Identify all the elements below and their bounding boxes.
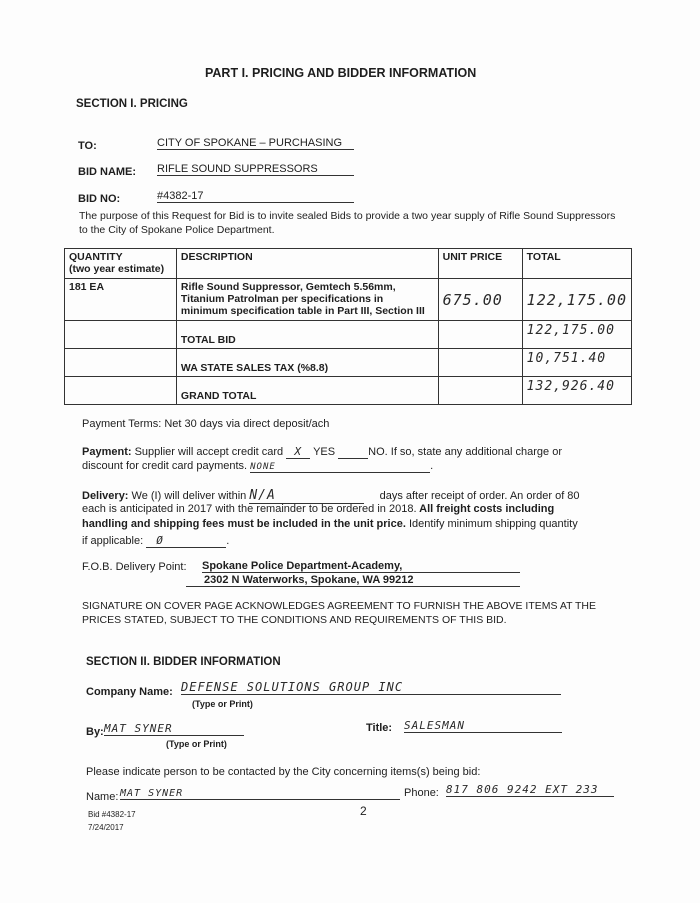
- tax-value: 10,751.40: [522, 349, 631, 377]
- bid-name-value: RIFLE SOUND SUPPRESSORS: [157, 163, 354, 176]
- by-type-or-print: (Type or Print): [166, 739, 227, 749]
- payment-line-1: Payment: Supplier will accept credit card X YES NO. If so, state any additional charge or: [82, 445, 562, 458]
- section2-title: SECTION II. BIDDER INFORMATION: [86, 656, 281, 668]
- delivery-min-qty: Ø: [146, 534, 226, 548]
- purpose-line-1: The purpose of this Request for Bid is to invite sealed Bids to provide a two year supply of Rifle Sound Suppressors: [79, 210, 616, 222]
- to-value: CITY OF SPOKANE – PURCHASING: [157, 137, 354, 150]
- delivery-line-2: each is anticipated in 2017 with the remainder to be ordered in 2018. All freight costs including: [82, 503, 555, 515]
- bid-table: [64, 248, 632, 405]
- fob-label: F.O.B. Delivery Point:: [82, 561, 187, 573]
- payment-no-blank: [338, 446, 368, 459]
- delivery-line-3: handling and shipping fees must be included in the unit price. Identify minimum shipping quantity: [82, 518, 578, 530]
- table-header-row: [65, 249, 632, 279]
- tax-label: WA STATE SALES TAX (%8.8): [176, 349, 438, 377]
- table-row: [65, 349, 632, 377]
- payment-terms: Payment Terms: Net 30 days via direct deposit/ach: [82, 418, 330, 430]
- unit-price-header: UNIT PRICE: [438, 249, 522, 279]
- company-label: Company Name:: [86, 686, 173, 698]
- phone-value: 817 806 9242 EXT 233: [446, 783, 614, 797]
- table-row: [65, 321, 632, 349]
- fob-line-2: 2302 N Waterworks, Spokane, WA 99212: [186, 574, 520, 587]
- footer-date: 7/24/2017: [88, 823, 124, 832]
- signature-line-1: SIGNATURE ON COVER PAGE ACKNOWLEDGES AGREEMENT TO FURNISH THE ABOVE ITEMS AT THE: [82, 600, 597, 612]
- payment-discount: NONE: [250, 462, 430, 473]
- signature-line-2: PRICES STATED, SUBJECT TO THE CONDITIONS AND REQUIREMENTS OF THIS BID.: [82, 614, 507, 626]
- to-label: TO:: [78, 140, 97, 152]
- item-unit-price: 675.00: [438, 279, 522, 321]
- bid-no-value: #4382-17: [157, 190, 354, 203]
- bid-name-label: BID NAME:: [78, 166, 137, 178]
- company-type-or-print: (Type or Print): [192, 699, 253, 709]
- item-total: 122,175.00: [522, 279, 631, 321]
- table-row: [65, 377, 632, 405]
- part-title: PART I. PRICING AND BIDDER INFORMATION: [205, 66, 477, 80]
- delivery-line-4: if applicable: Ø .: [82, 534, 230, 547]
- description-header: DESCRIPTION: [176, 249, 438, 279]
- footer-bid-number: Bid #4382-17: [88, 810, 136, 819]
- payment-line-2: discount for credit card payments. NONE .: [82, 460, 434, 472]
- title-label: Title:: [366, 722, 393, 734]
- company-value: DEFENSE SOLUTIONS GROUP INC: [181, 680, 561, 695]
- delivery-days: N/A: [249, 488, 364, 504]
- item-description: Rifle Sound Suppressor, Gemtech 5.56mm, Titanium Patrolman per specifications in minimum specification table in Part III, Section III: [176, 279, 438, 321]
- by-label: By:: [86, 726, 104, 738]
- total-bid-value: 122,175.00: [522, 321, 631, 349]
- title-value: SALESMAN: [404, 719, 562, 733]
- total-bid-label: TOTAL BID: [176, 321, 438, 349]
- section1-title: SECTION I. PRICING: [76, 98, 188, 110]
- total-header: TOTAL: [522, 249, 631, 279]
- page-number: 2: [360, 804, 367, 818]
- grand-total-value: 132,926.40: [522, 377, 631, 405]
- bid-no-label: BID NO:: [78, 193, 121, 205]
- table-row: [65, 279, 632, 321]
- purpose-line-2: to the City of Spokane Police Department.: [79, 224, 275, 236]
- quantity-header: QUANTITY (two year estimate): [65, 249, 177, 279]
- contact-prompt: Please indicate person to be contacted by the City concerning items(s) being bid:: [86, 766, 481, 778]
- delivery-line-1: Delivery: We (I) will deliver within N/A days after receipt of order. An order of 80: [82, 488, 580, 503]
- fob-line-1: Spokane Police Department-Academy,: [202, 560, 520, 573]
- grand-total-label: GRAND TOTAL: [176, 377, 438, 405]
- name-value: MAT SYNER: [120, 788, 400, 800]
- by-value: MAT SYNER: [104, 722, 244, 736]
- phone-label: Phone:: [404, 787, 439, 799]
- name-label: Name:: [86, 791, 119, 803]
- payment-yes-mark: X: [286, 445, 310, 459]
- item-quantity: 181 EA: [65, 279, 177, 321]
